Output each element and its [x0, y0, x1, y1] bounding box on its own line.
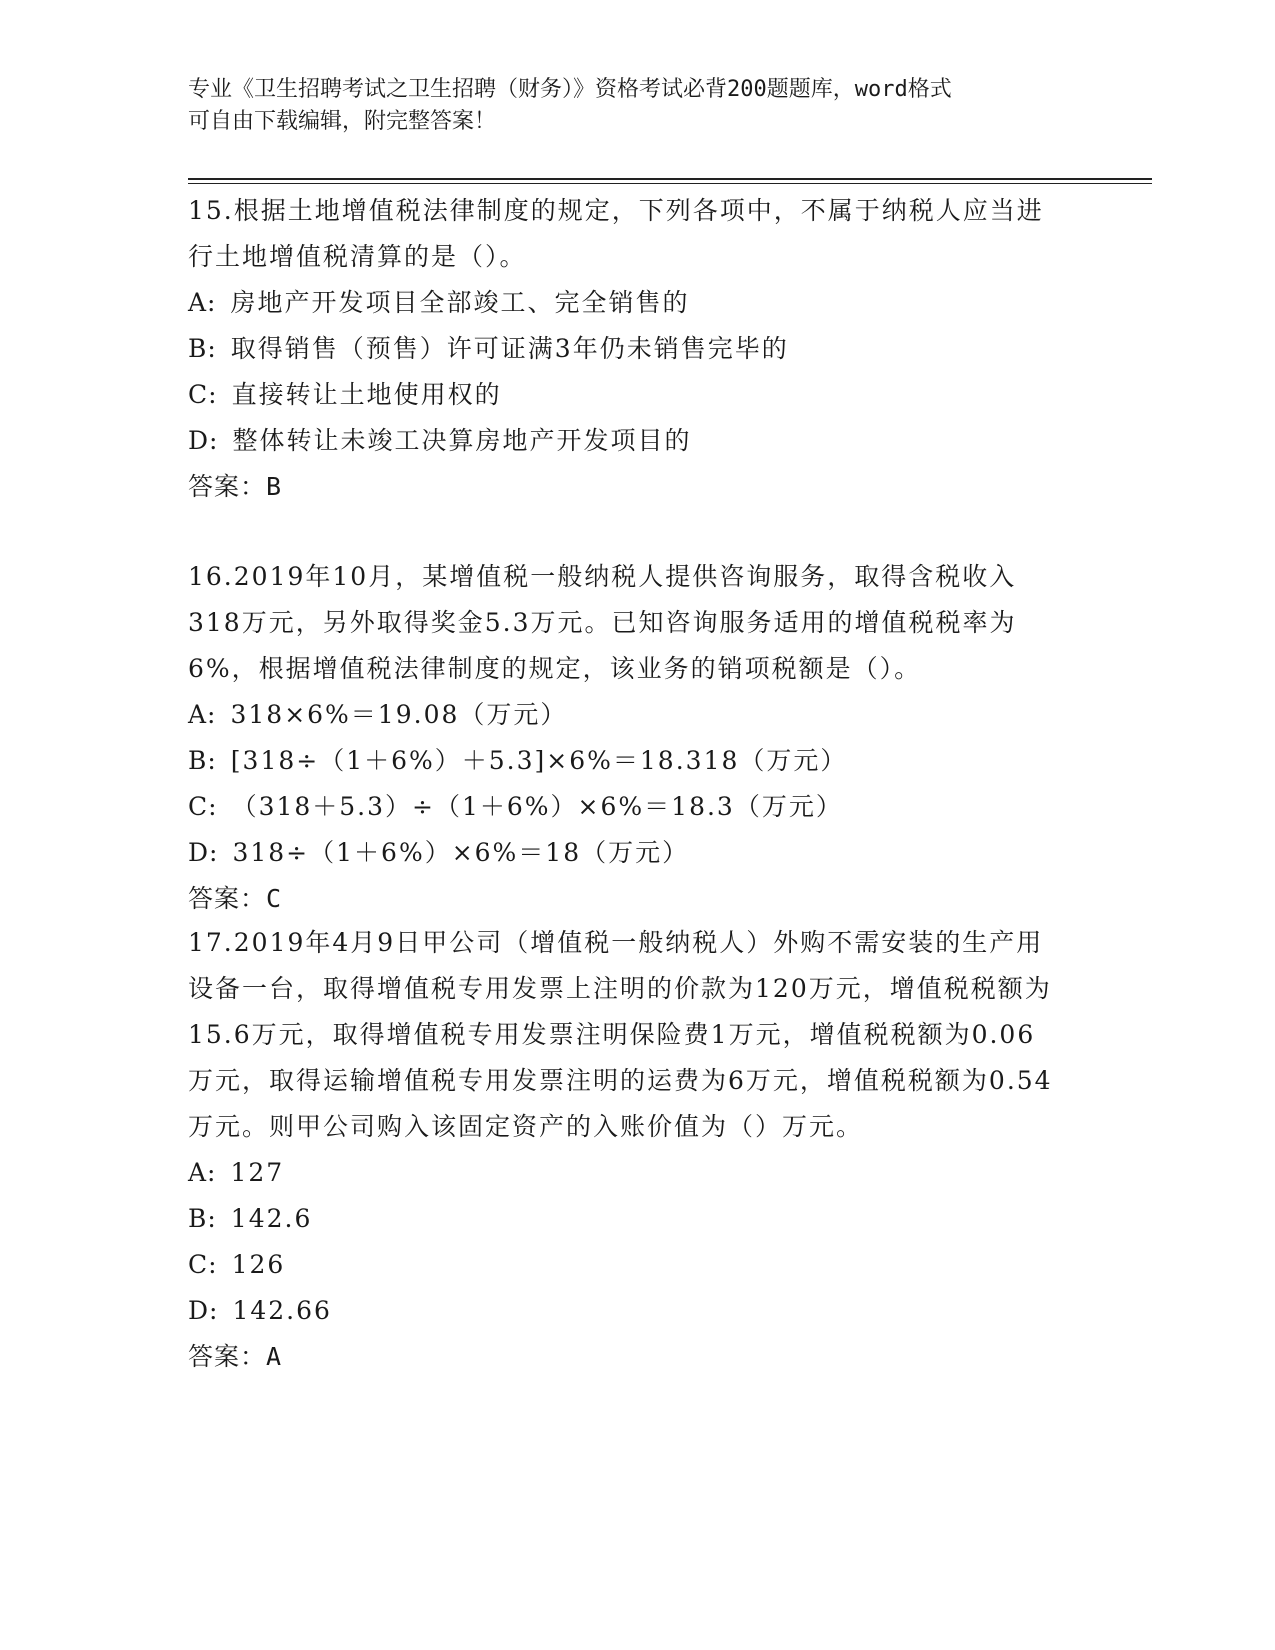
- option-letter: B:: [188, 1204, 217, 1233]
- question-stem: 16.2019年10月，某增值税一般纳税人提供咨询服务，取得含税收入318万元，另外取得奖金5.3万元。已知咨询服务适用的增值税税率为6%，根据增值税法律制度的规定，该业务的销项税额是（）。: [188, 562, 1017, 683]
- option-text: 142.66: [232, 1296, 332, 1325]
- answer-label: 答案：: [188, 1342, 267, 1371]
- option-letter: B:: [188, 746, 217, 775]
- option-letter: A:: [188, 700, 217, 729]
- option-text: 直接转让土地使用权的: [231, 380, 502, 409]
- option-a: [188, 692, 1088, 738]
- option-text: [318÷（1＋6%）＋5.3]×6%＝18.318（万元）: [230, 746, 848, 775]
- option-b: [188, 326, 1088, 372]
- option-b: [188, 1196, 1088, 1242]
- option-text: 127: [230, 1158, 285, 1187]
- answer-value: B: [266, 472, 283, 501]
- option-text: 318÷（1＋6%）×6%＝18（万元）: [232, 838, 690, 867]
- answer-value: C: [266, 884, 283, 913]
- option-c: [188, 372, 1088, 418]
- option-letter: C:: [188, 380, 218, 409]
- question-15: [188, 188, 1088, 510]
- answer-label: 答案：: [188, 884, 267, 913]
- question-stem: 15.根据土地增值税法律制度的规定，下列各项中，不属于纳税人应当进行土地增值税清算的是（）。: [188, 196, 1044, 271]
- option-text: 126: [231, 1250, 286, 1279]
- question-stem: 17.2019年4月9日甲公司（增值税一般纳税人）外购不需安装的生产用设备一台，取得增值税专用发票上注明的价款为120万元，增值税税额为15.6万元，取得增值税专用发票注明保险费1万元，增值税税额为0.06万元，取得运输增值税专用发票注明的运费为6万元，增值税税额为0.54万元。则甲公司购入该固定资产的入账价值为（）万元。: [188, 928, 1053, 1141]
- option-list: [188, 1150, 1088, 1334]
- option-letter: D:: [188, 426, 219, 455]
- answer-value: A: [266, 1342, 283, 1371]
- header-divider-thick: [188, 178, 1152, 180]
- option-letter: C:: [188, 1250, 218, 1279]
- answer-line: [188, 464, 1088, 510]
- header-divider-thin: [188, 183, 1152, 184]
- option-list: [188, 280, 1088, 464]
- option-text: 房地产开发项目全部竣工、完全销售的: [230, 288, 690, 317]
- option-text: 整体转让未竣工决算房地产开发项目的: [232, 426, 692, 455]
- option-d: [188, 830, 1088, 876]
- option-letter: A:: [188, 1158, 217, 1187]
- option-d: [188, 418, 1088, 464]
- option-text: 142.6: [230, 1204, 313, 1233]
- option-a: [188, 280, 1088, 326]
- document-header: [188, 74, 1068, 138]
- option-text: 取得销售（预售）许可证满3年仍未销售完毕的: [230, 334, 789, 363]
- answer-label: 答案：: [188, 472, 267, 501]
- option-c: [188, 784, 1088, 830]
- option-letter: C:: [188, 792, 218, 821]
- answer-line: [188, 876, 1088, 922]
- header-line-2: 可自由下载编辑，附完整答案！: [188, 109, 497, 134]
- option-d: [188, 1288, 1088, 1334]
- header-line-1: 专业《卫生招聘考试之卫生招聘（财务）》资格考试必背200题题库，word格式: [188, 77, 952, 102]
- question-17: [188, 920, 1088, 1380]
- option-text: 318×6%＝19.08（万元）: [230, 700, 568, 729]
- option-b: [188, 738, 1088, 784]
- option-letter: B:: [188, 334, 217, 363]
- option-letter: A:: [188, 288, 217, 317]
- option-c: [188, 1242, 1088, 1288]
- option-a: [188, 1150, 1088, 1196]
- option-list: [188, 692, 1088, 876]
- answer-line: [188, 1334, 1088, 1380]
- option-letter: D:: [188, 1296, 219, 1325]
- option-text: （318＋5.3）÷（1＋6%）×6%＝18.3（万元）: [231, 792, 843, 821]
- option-letter: D:: [188, 838, 219, 867]
- question-16: [188, 554, 1088, 922]
